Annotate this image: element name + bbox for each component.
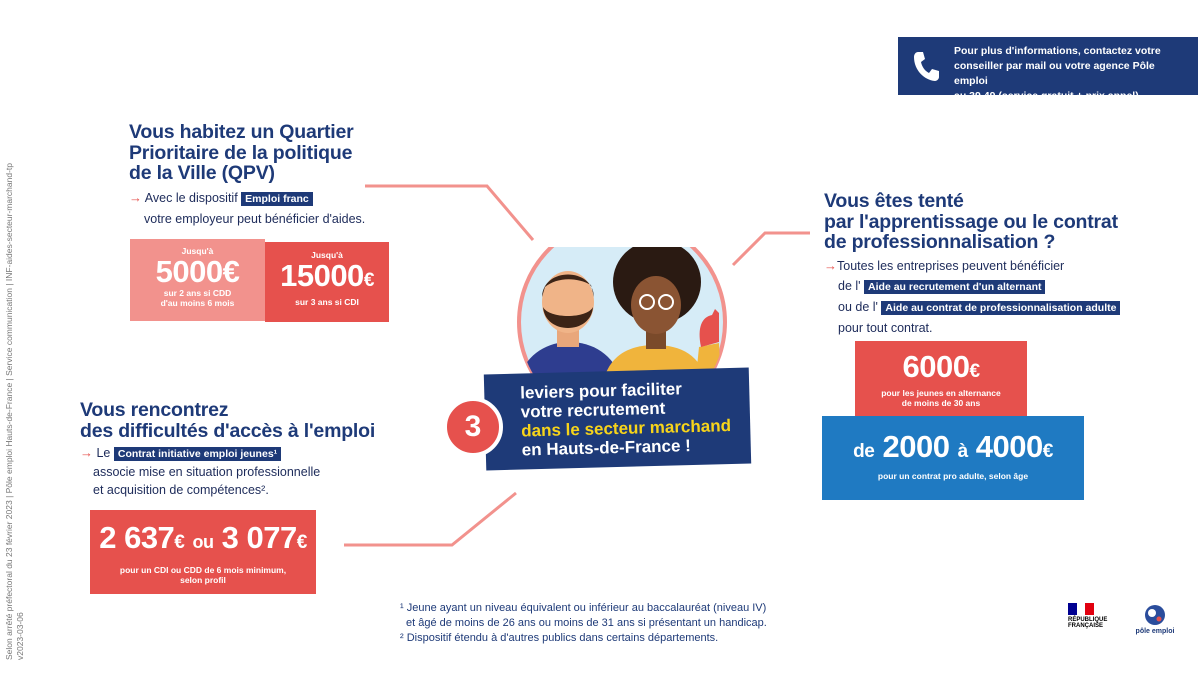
qpv-text-l2: votre employeur peut bénéficier d'aides. <box>144 212 366 226</box>
pole-emploi-logo <box>1133 604 1177 648</box>
contact-box <box>898 37 1198 102</box>
cie-title <box>80 400 400 441</box>
center-l1: leviers pour faciliter <box>520 379 683 403</box>
connector-cie <box>344 493 516 545</box>
contact-line2: conseiller par mail ou votre agence Pôle emploi <box>954 60 1155 87</box>
box-5000 <box>130 239 265 321</box>
box-2637-note2: selon profil <box>180 575 226 585</box>
box-2000-prefix: de <box>853 441 875 462</box>
box-5000-note2: d'au moins 6 mois <box>160 298 235 308</box>
box-2637-currency2: € <box>296 532 307 553</box>
box-15000-currency: € <box>363 270 374 291</box>
cie-title-l1: Vous rencontrez <box>80 399 229 421</box>
box-15000 <box>265 242 389 322</box>
pole-emploi-icon <box>1144 604 1166 626</box>
box-15000-amount: 15000 <box>280 258 364 293</box>
footnote-1a: ¹ Jeune ayant un niveau équivalent ou inférieur au baccalauréat (niveau IV) <box>400 602 767 614</box>
republique-francaise-logo <box>1068 603 1116 663</box>
box-2637-amount2: 3 077 <box>221 520 297 555</box>
cie-text-l2: associe mise en situation professionnelle <box>93 465 321 479</box>
tag-cie-jeunes: Contrat initiative emploi jeunes¹ <box>114 447 281 461</box>
qpv-title <box>129 122 389 184</box>
apprentissage-text <box>824 256 1124 338</box>
box-5000-note1: sur 2 ans si CDD <box>163 288 232 298</box>
center-banner <box>484 368 751 471</box>
box-2000-from: 2000 <box>882 429 950 464</box>
box-6000 <box>855 341 1027 417</box>
contact-line3: au 39 49 (service gratuit + prix appel) <box>954 90 1139 102</box>
qpv-title-l2: Prioritaire de la politique <box>129 141 353 164</box>
box-2000-note: pour un contrat pro adulte, selon âge <box>877 471 1029 481</box>
qpv-text <box>129 188 399 229</box>
pe-text: pôle emploi <box>1135 628 1175 635</box>
box-5000-upto: Jusqu'à <box>181 246 214 256</box>
apprentissage-title <box>824 191 1164 253</box>
people-illustration <box>507 247 737 387</box>
number-badge: 3 <box>443 397 503 457</box>
app-text-l1: Toutes les entreprises peuvent bénéficier <box>837 259 1065 273</box>
arrow-icon: → <box>80 445 93 460</box>
box-2637-note1: pour un CDI ou CDD de 6 mois minimum, <box>119 565 287 575</box>
app-title-l2: par l'apprentissage ou le contrat <box>824 210 1118 233</box>
connector-apprentissage <box>733 233 810 265</box>
app-title-l3: de professionnalisation ? <box>824 231 1056 253</box>
cie-text-pre: Le <box>96 446 111 460</box>
center-l4: en Hauts-de-France ! <box>521 436 692 460</box>
phone-icon <box>912 50 940 82</box>
arrow-icon: → <box>129 190 142 205</box>
box-2000-currency: € <box>1042 441 1053 462</box>
qpv-title-l1: Vous habitez un Quartier <box>129 121 354 143</box>
meta-line1: Selon arrêté préfectoral du 23 février 2023 | Pôle emploi Hauts-de-France | Service communication | INF-aides-secteur-marchand-tp <box>4 162 14 660</box>
qpv-title-l3: de la Ville (QPV) <box>129 162 275 184</box>
woman-face <box>631 276 681 334</box>
center-l2: votre recrutement <box>520 398 666 422</box>
box-2000-to: 4000 <box>975 429 1043 464</box>
meta-line2: v2023-03-06 <box>15 612 25 660</box>
tag-aide-pro-adulte: Aide au contrat de professionnalisation adulte <box>881 301 1120 315</box>
box-6000-note2: de moins de 30 ans <box>901 398 981 408</box>
box-15000-upto: Jusqu'à <box>311 250 343 260</box>
app-text-l3-pre: ou de l' <box>838 300 878 314</box>
box-2637-or: ou <box>192 532 214 552</box>
box-5000-currency: € <box>222 254 240 289</box>
box-2637-3077 <box>90 510 316 594</box>
app-text-l2-pre: de l' <box>838 279 861 293</box>
cie-text <box>80 444 400 499</box>
box-5000-amount: 5000 <box>155 254 223 289</box>
footnote-1b: et âgé de moins de 26 ans ou moins de 31 ans si présentant un handicap. <box>406 617 767 629</box>
box-6000-currency: € <box>969 361 980 382</box>
tag-emploi-franc: Emploi franc <box>241 192 313 206</box>
box-2000-4000 <box>822 416 1084 500</box>
box-2637-amount1: 2 637 <box>99 520 175 555</box>
qpv-text-pre: Avec le dispositif <box>144 191 238 205</box>
rf-line1: RÉPUBLIQUE <box>1068 617 1108 623</box>
footnotes <box>400 601 820 646</box>
app-text-l4: pour tout contrat. <box>838 321 933 335</box>
box-6000-amount: 6000 <box>902 349 970 384</box>
box-2637-currency1: € <box>174 532 185 553</box>
tag-aide-alternant: Aide au recrutement d'un alternant <box>864 280 1045 294</box>
contact-line1: Pour plus d'informations, contactez votre <box>954 45 1161 57</box>
footnote-2: ² Dispositif étendu à d'autres publics dans certains départements. <box>400 632 719 644</box>
app-title-l1: Vous êtes tenté <box>824 190 964 212</box>
box-15000-note1: sur 3 ans si CDI <box>295 297 359 307</box>
cie-text-l3: et acquisition de compétences². <box>93 483 269 497</box>
cie-title-l2: des difficultés d'accès à l'emploi <box>80 419 376 442</box>
rf-line2: FRANÇAISE <box>1068 623 1104 629</box>
box-2000-sep: à <box>957 441 968 462</box>
flag-icon <box>1068 603 1094 615</box>
box-6000-note1: pour les jeunes en alternance <box>881 388 1001 398</box>
arrow-icon: → <box>824 258 837 273</box>
center-l3: dans le secteur marchand <box>521 416 732 441</box>
